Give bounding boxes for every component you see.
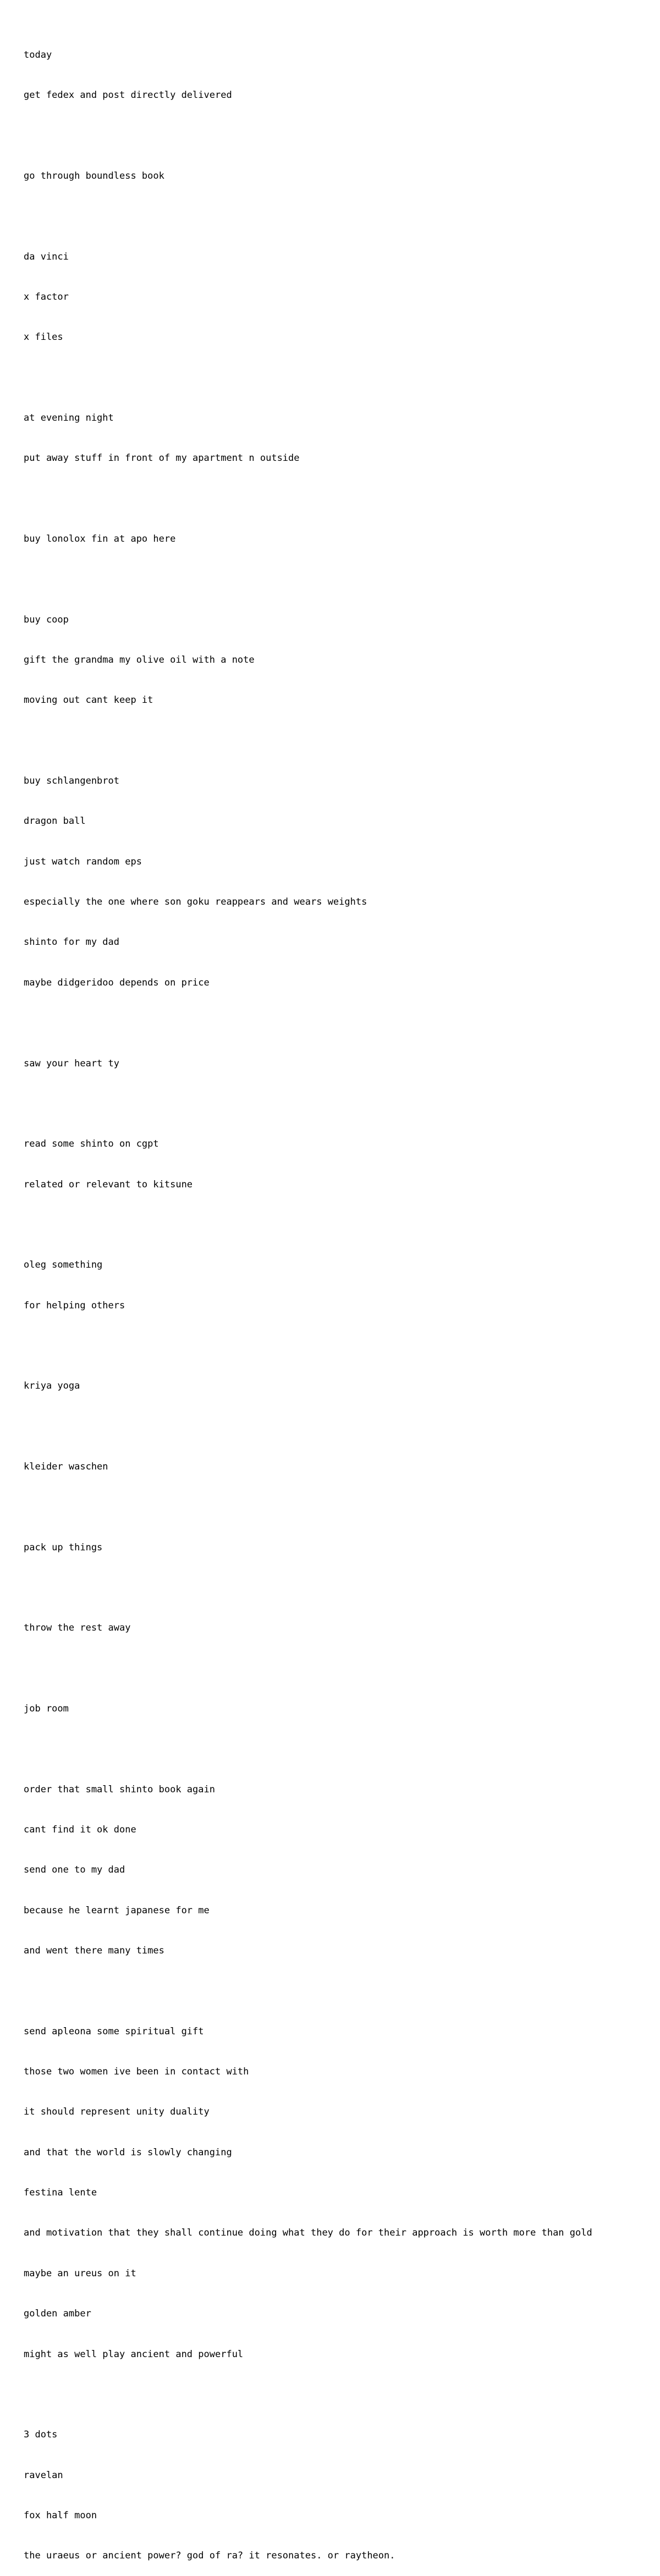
text-line: send one to my dad xyxy=(24,1864,125,1876)
blank-line xyxy=(24,2388,651,2401)
text-line: read some shinto on cgpt xyxy=(24,1138,159,1150)
text-line: oleg something xyxy=(24,1259,103,1271)
text-line: pack up things xyxy=(24,1542,103,1553)
text-line: order that small shinto book again xyxy=(24,1784,215,1795)
text-line: x files xyxy=(24,332,63,343)
text-line: related or relevant to kitsune xyxy=(24,1179,193,1190)
text-line: maybe an ureus on it xyxy=(24,2267,136,2279)
text-line: job room xyxy=(24,1703,69,1714)
text-line: especially the one where son goku reappears and wears weights xyxy=(24,896,367,908)
blank-line xyxy=(24,1097,651,1110)
text-line: send apleona some spiritual gift xyxy=(24,2025,204,2037)
text-line: might as well play ancient and powerful xyxy=(24,2348,244,2360)
text-line: and motivation that they shall continue doing what they do for their approach is worth more than gold xyxy=(24,2227,592,2239)
blank-line xyxy=(24,1420,651,1433)
text-line: x factor xyxy=(24,291,69,302)
text-line: ravelan xyxy=(24,2469,63,2481)
text-line: those two women ive been in contact with xyxy=(24,2066,249,2078)
text-line: shinto for my dad xyxy=(24,937,119,948)
blank-line xyxy=(24,129,651,142)
text-line: da vinci xyxy=(24,251,69,262)
text-line: golden amber xyxy=(24,2308,91,2320)
blank-line xyxy=(24,1984,651,1997)
text-line: the uraeus or ancient power? god of ra? it resonates. or raytheon. xyxy=(24,2550,395,2562)
text-line: put away stuff in front of my apartment n outside xyxy=(24,453,300,464)
blank-line xyxy=(24,1500,651,1513)
blank-line xyxy=(24,210,651,223)
text-line: cant find it ok done xyxy=(24,1824,136,1836)
blank-line xyxy=(24,1742,651,1755)
blank-line xyxy=(24,371,651,384)
text-line: buy coop xyxy=(24,614,69,625)
blank-line xyxy=(24,1339,651,1352)
blank-line xyxy=(24,1218,651,1231)
text-line: go through boundless book xyxy=(24,170,164,181)
blank-line xyxy=(24,734,651,747)
text-document[interactable] xyxy=(24,21,651,2576)
text-line: get fedex and post directly delivered xyxy=(24,90,232,101)
text-line: buy lonolox fin at apo here xyxy=(24,533,176,545)
text-line: dragon ball xyxy=(24,816,86,827)
text-line: buy schlangenbrot xyxy=(24,775,119,787)
text-line: 3 dots xyxy=(24,2429,58,2441)
text-line: because he learnt japanese for me xyxy=(24,1905,210,1916)
blank-line xyxy=(24,492,651,505)
text-line: kriya yoga xyxy=(24,1380,80,1392)
blank-line xyxy=(24,573,651,586)
text-line: and that the world is slowly changing xyxy=(24,2146,232,2158)
text-line: it should represent unity duality xyxy=(24,2106,210,2118)
text-line: saw your heart ty xyxy=(24,1058,119,1069)
text-line: and went there many times xyxy=(24,1945,164,1957)
text-line: moving out cant keep it xyxy=(24,695,153,706)
text-line: just watch random eps xyxy=(24,856,142,867)
text-line: maybe didgeridoo depends on price xyxy=(24,977,210,988)
text-line: throw the rest away xyxy=(24,1622,131,1634)
text-line: gift the grandma my olive oil with a note xyxy=(24,654,255,666)
text-line: for helping others xyxy=(24,1300,125,1311)
text-line: festina lente xyxy=(24,2187,97,2199)
text-line: fox half moon xyxy=(24,2509,97,2521)
blank-line xyxy=(24,1581,651,1594)
blank-line xyxy=(24,1662,651,1675)
text-line: kleider waschen xyxy=(24,1461,108,1472)
blank-line xyxy=(24,1016,651,1030)
text-line: today xyxy=(24,49,52,60)
text-line: at evening night xyxy=(24,412,114,423)
